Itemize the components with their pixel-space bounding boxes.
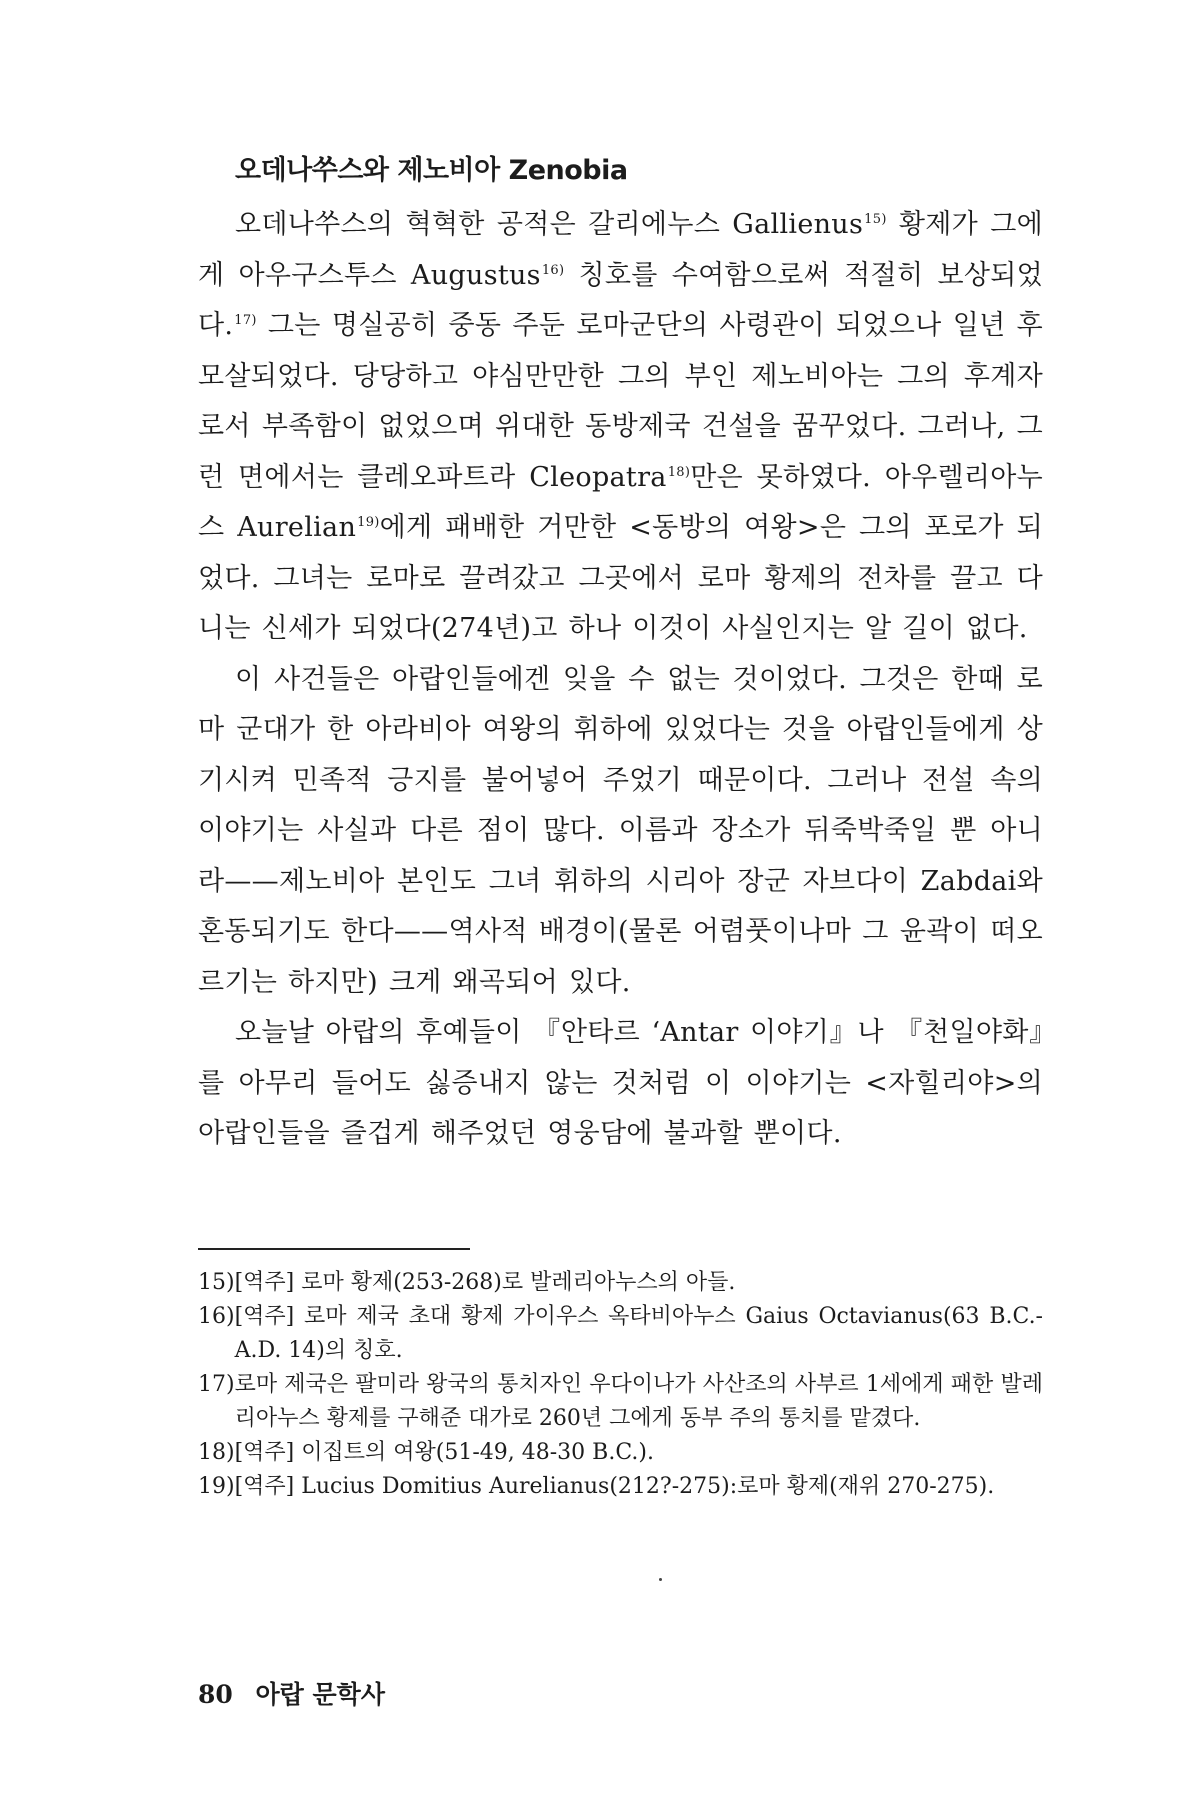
paragraph-text: 칭호를 수여함으로써 적절히 보상되었다. xyxy=(198,259,1043,341)
footnote-text: [역주] 이집트의 여왕(51-49, 48-30 B.C.). xyxy=(234,1440,654,1465)
footnote-17 xyxy=(198,1368,1043,1436)
footnote-text: [역주] 로마 제국 초대 황제 가이우스 옥타비아누스 Gaius Octavianus(63 B.C.-A.D. 14)의 칭호. xyxy=(234,1304,1043,1363)
footnote-number: 15) xyxy=(198,1270,235,1295)
paragraph-text: 오늘날 아랍의 후예들이 『안타르 ‘Antar 이야기』나 『천일야화』를 아무리 들어도 싫증내지 않는 것처럼 이 이야기는 <자힐리야>의 아랍인들을 즐겁게 해주었던 영웅담에 불과할 뿐이다. xyxy=(198,1017,1043,1149)
footnote-number: 19) xyxy=(198,1474,235,1499)
footnote-ref: 15) xyxy=(864,212,887,227)
paragraph-text: 그는 명실공히 중동 주둔 로마군단의 사령관이 되었으나 일년 후 모살되었다. 당당하고 야심만만한 그의 부인 제노비아는 그의 후계자로서 부족함이 없었으며 위대한 동방제국 건설을 꿈꾸었다. 그러나, 그런 면에서는 클레오파트라 Cleopatra xyxy=(198,310,1043,493)
footnote-19 xyxy=(198,1470,1043,1504)
footnote-ref: 18) xyxy=(667,464,691,480)
footnote-16 xyxy=(198,1300,1043,1368)
footnote-15 xyxy=(198,1266,1043,1300)
paragraph-3 xyxy=(198,1008,1043,1160)
footnote-ref: 19) xyxy=(357,515,380,530)
paragraph-text: 오데나쑤스의 혁혁한 공적은 갈리에누스 Gallienus xyxy=(235,209,864,240)
footnotes xyxy=(198,1266,1043,1504)
section-title: 오데나쑤스와 제노비아 Zenobia xyxy=(235,155,628,186)
footnote-text: 로마 제국은 팔미라 왕국의 통치자인 우다이나가 사산조의 사부르 1세에게 패한 발레리아누스 황제를 구해준 대가로 260년 그에게 동부 주의 통치를 맡겼다. xyxy=(234,1372,1043,1431)
paragraph-text: 황제가 그에게 아우구스투스 Augustus xyxy=(198,209,1043,291)
paragraph-2 xyxy=(198,655,1043,1009)
scan-speck xyxy=(659,1578,662,1581)
footnote-ref: 17) xyxy=(234,313,257,328)
running-title: 아랍 문학사 xyxy=(255,1680,385,1709)
paragraph-text: 만은 못하였다. 아우렐리아누스 Aurelian xyxy=(198,461,1044,543)
footnote-number: 18) xyxy=(198,1440,235,1465)
footnote-number: 16) xyxy=(198,1304,235,1329)
footnote-text: [역주] Lucius Domitius Aurelianus(212?-275):로마 황제(재위 270-275). xyxy=(234,1474,995,1499)
paragraph-1 xyxy=(198,200,1043,655)
page-number: 80 xyxy=(198,1680,233,1709)
paragraph-text: 이 사건들은 아랍인들에겐 잊을 수 없는 것이었다. 그것은 한때 로마 군대가 한 아라비아 여왕의 휘하에 있었다는 것을 아랍인들에게 상기시켜 민족적 긍지를 불어넣어 주었기 때문이다. 그러나 전설 속의 이야기는 사실과 다른 점이 많다. 이름과 장소가 뒤죽박죽일 뿐 아니라——제노비아 본인도 그녀 휘하의 시리아 장군 자브다이 Zabdai와 혼동되기도 한다——역사적 배경이(물론 어렴풋이나마 그 윤곽이 떠오르기는 하지만) 크게 왜곡되어 있다. xyxy=(198,663,1043,998)
footnote-divider xyxy=(198,1248,470,1250)
footnote-text: [역주] 로마 황제(253-268)로 발레리아누스의 아들. xyxy=(234,1270,736,1295)
main-text xyxy=(198,152,1043,1160)
footnote-ref: 16) xyxy=(541,262,565,278)
paragraph-text: 에게 패배한 거만한 <동방의 여왕>은 그의 포로가 되었다. 그녀는 로마로 끌려갔고 그곳에서 로마 황제의 전차를 끌고 다니는 신세가 되었다(274년)고 하나 이것이 사실인지는 알 길이 없다. xyxy=(198,512,1043,644)
footnote-18 xyxy=(198,1436,1043,1470)
page-footer xyxy=(198,1678,385,1712)
footnote-number: 17) xyxy=(198,1372,235,1397)
